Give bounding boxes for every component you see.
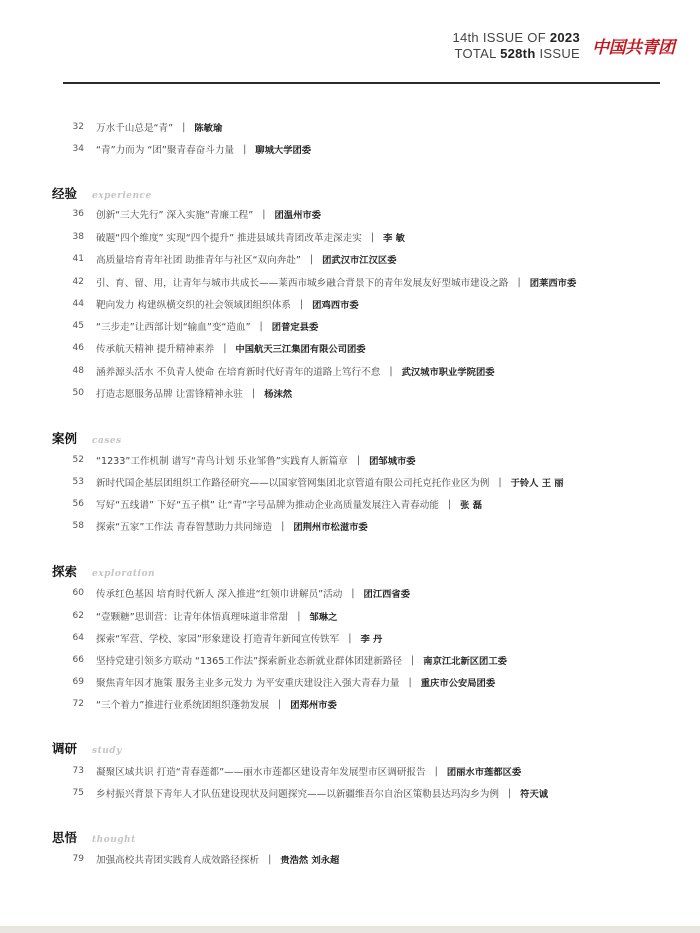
toc-entry[interactable] [58,496,482,512]
page-header [0,0,700,84]
section-subtitle-en: experience [92,191,152,201]
separator: | [434,765,438,777]
separator: | [498,476,502,488]
article-author: 李 丹 [360,634,383,645]
article-author: 团丽水市莲都区委 [446,767,522,778]
toc-entry[interactable] [58,518,368,534]
article-author: 团荆州市松滋市委 [293,522,368,533]
page-number: 44 [72,299,84,309]
toc-entry[interactable] [58,763,521,779]
toc-entry[interactable] [58,119,222,135]
page-number: 75 [72,788,84,798]
article-title: “青”力而为 “团”聚青春奋斗力量 [96,145,235,156]
separator: | [348,632,352,644]
page-number: 45 [72,321,84,331]
page-number: 34 [72,144,84,154]
issue-label: ISSUE OF [482,30,546,45]
article-title: 坚持党建引领多方联动 “1365工作法”探索新业态新就业群体团建新路径 [96,656,403,667]
page-number: 56 [72,499,84,509]
page-number: 42 [72,277,84,287]
toc-entry[interactable] [58,229,405,245]
article-title: 引、育、留、用，让青年与城市共成长——莱西市城乡融合背景下的青年发展友好型城市建设之路 [96,278,509,289]
article-author: 李 敏 [383,233,405,244]
page-number: 64 [72,633,84,643]
article-author: 陈敏瑜 [194,123,223,134]
article-title: 加强高校共青团实践育人成效路径探析 [96,855,260,866]
page-number: 53 [72,477,84,487]
section-title: 经验 [52,186,78,201]
article-title: “三个着力”推进行业系统团组织蓬勃发展 [96,700,270,711]
article-title: 凝聚区域共识 打造“青春莲都”——丽水市莲都区建设青年发展型市区调研报告 [96,767,426,778]
article-author: 团郑州市委 [290,700,337,711]
header-divider [63,82,660,84]
page-number: 69 [72,677,84,687]
toc-entry[interactable] [58,363,495,379]
page-number: 72 [72,699,84,709]
separator: | [297,610,301,622]
article-author: 团鸡西市委 [312,300,359,311]
bottom-border [0,926,700,933]
article-author: 杨沫然 [264,389,293,400]
toc-entry[interactable] [58,296,359,312]
section-subtitle-en: exploration [92,569,156,579]
article-title: 传承航天精神 提升精神素养 [96,344,215,355]
toc-entry[interactable] [58,851,339,867]
article-title: 新时代国企基层团组织工作路径研究——以国家管网集团北京管道有限公司托克托作业区为例 [96,478,490,489]
section-subtitle-en: study [92,746,122,756]
separator: | [507,787,512,799]
toc-entry[interactable] [58,452,416,468]
page-number: 79 [72,854,84,864]
section-title: 案例 [52,431,78,446]
separator: | [411,654,415,666]
toc-entry[interactable] [58,674,495,690]
section-title: 思悟 [52,830,78,845]
total-number: 528th [500,46,536,61]
separator: | [356,454,361,466]
article-title: 探索“五家”工作法 青春智慧助力共同缔造 [96,522,273,533]
article-title: 涵养源头活水 不负青人使命 在培育新时代好青年的道路上笃行不怠 [96,367,381,378]
separator: | [309,253,314,265]
toc-entry[interactable] [58,785,548,801]
toc-entry[interactable] [58,696,337,712]
page-number: 48 [72,366,84,376]
article-author: 团普定县委 [271,322,319,333]
article-title: 创新“三大先行” 深入实施“青廉工程” [96,210,254,221]
article-author: 团温州市委 [274,210,321,221]
separator: | [268,853,272,865]
article-author: 中国航天三江集团有限公司团委 [235,344,366,355]
article-author: 团莱西市委 [529,278,577,289]
separator: | [408,676,412,688]
page-number: 62 [72,611,84,621]
article-author: 南京江北新区团工委 [423,656,507,667]
page-number: 36 [72,209,84,219]
article-title: 万水千山总是“青” [96,123,174,134]
page-number: 41 [72,254,84,264]
article-title: 传承红色基因 培育时代新人 深入推进“红领巾讲解员”活动 [96,589,343,600]
toc-entry[interactable] [58,206,321,222]
toc-entry[interactable] [58,318,318,334]
article-title: 探索“军营、学校、家园”形象建设 打造青年新闻宣传铁军 [96,634,340,645]
page-number: 52 [72,455,84,465]
article-author: 邹琳之 [309,612,338,623]
separator: | [447,498,452,510]
page-number: 66 [72,655,84,665]
article-author: 符天诚 [520,789,549,800]
article-title: 破题“四个维度” 实现“四个提升” 推进县域共青团改革走深走实 [96,233,362,244]
article-author: 团江西省委 [363,589,411,600]
section-heading [52,429,122,447]
separator: | [262,208,266,220]
issue-year: 2023 [549,30,580,45]
separator: | [278,698,282,710]
article-author: 团武汉市江汉区委 [322,255,397,266]
article-author: 团邹城市委 [369,456,416,467]
article-title: 乡村振兴背景下青年人才队伍建设现状及问题探究——以新疆维吾尔自治区策勒县达玛沟乡为例 [96,789,499,800]
separator: | [281,520,285,532]
magazine-logo: 中国共青团 [592,38,675,58]
separator: | [299,298,304,310]
toc-entry[interactable] [58,652,507,668]
separator: | [517,276,521,288]
article-title: “1233”工作机制 谱写“青鸟计划 乐业邹鲁”实践育人新篇章 [96,456,348,467]
article-author: 张 磊 [460,500,482,511]
section-heading [52,739,122,757]
separator: | [251,387,256,399]
total-suffix: ISSUE [539,46,580,61]
article-title: “三步走”让西部计划“输血”变“造血” [96,322,251,333]
section-title: 探索 [52,564,78,579]
section-heading [52,828,136,846]
separator: | [389,365,393,377]
article-title: 高质量培育青年社团 助推青年与社区“双向奔赴” [96,255,301,266]
article-author: 于铃人 王 丽 [510,478,564,489]
issue-line [452,30,580,45]
section-heading [52,562,155,580]
section-subtitle-en: thought [92,835,136,845]
page-number: 46 [72,343,84,353]
article-title: 靶向发力 构建纵横交织的社会领域团组织体系 [96,300,291,311]
section-subtitle-en: cases [92,436,122,446]
section-title: 调研 [52,741,78,756]
separator: | [182,121,186,133]
article-title: 写好“五线谱” 下好“五子棋” 让“青”字号品牌为推动企业高质量发展注入青春动能 [96,500,439,511]
toc-entry[interactable] [58,608,337,624]
article-author: 聊城大学团委 [255,145,312,156]
separator: | [370,231,375,243]
separator: | [243,143,247,155]
toc-entry[interactable] [58,274,576,290]
article-author: 贵浩然 刘永超 [280,855,340,866]
separator: | [223,342,227,354]
toc-entry[interactable] [58,251,397,267]
page-number: 58 [72,521,84,531]
toc-entry[interactable] [58,474,564,490]
toc-entry[interactable] [58,585,410,601]
separator: | [351,587,355,599]
total-label: TOTAL [454,46,497,61]
page-number: 73 [72,766,84,776]
article-title: 聚焦青年因才施策 服务主业多元发力 为平安重庆建设注入强大青春力量 [96,678,400,689]
separator: | [259,320,263,332]
page-number: 50 [72,388,84,398]
article-author: 武汉城市职业学院团委 [401,367,495,378]
page-number: 38 [72,232,84,242]
toc-entry[interactable] [58,630,382,646]
page-number: 60 [72,588,84,598]
article-title: “壹颗糖”思训营：让青年体悟真理味道非常甜 [96,612,289,623]
total-issue-line [454,46,580,61]
article-author: 重庆市公安局团委 [420,678,496,689]
toc-entry[interactable] [58,340,366,356]
toc-entry[interactable] [58,141,311,157]
section-heading [52,184,152,202]
article-title: 打造志愿服务品牌 让雷锋精神永驻 [96,389,243,400]
issue-number: 14th [452,30,479,45]
page-number: 32 [72,122,84,132]
toc-entry[interactable] [58,385,292,401]
